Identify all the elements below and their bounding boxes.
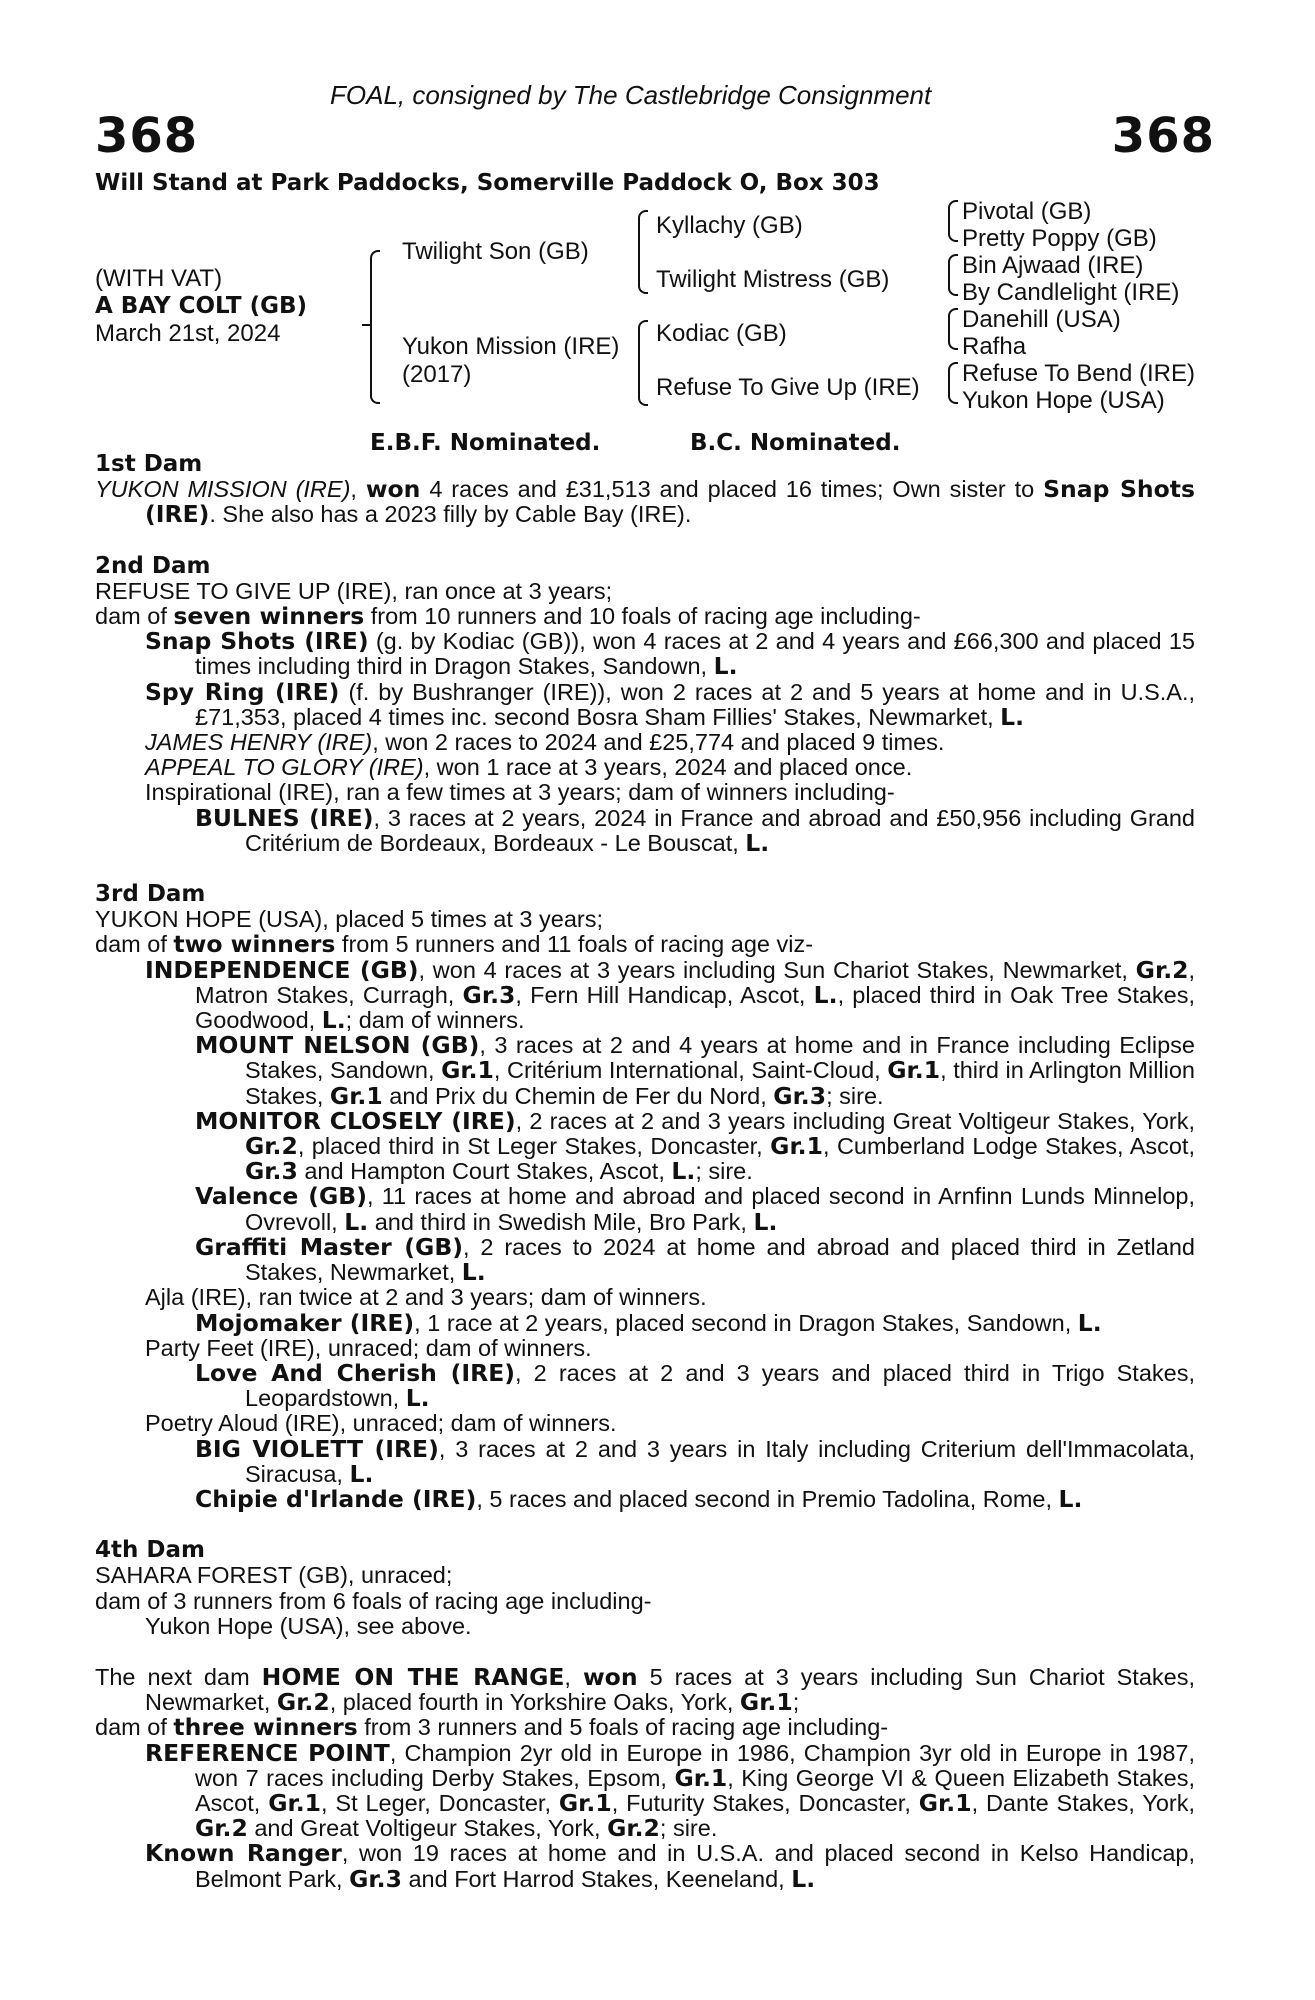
lot-number-left: 368: [95, 108, 199, 164]
ebf-nomination: E.B.F. Nominated.: [370, 430, 601, 456]
pedigree-brace-ss: [948, 200, 958, 242]
grade-badge: Gr.1: [887, 1056, 941, 1085]
foaling-date: March 21st, 2024: [95, 320, 281, 347]
progeny-name: REFERENCE POINT: [145, 1738, 390, 1767]
progeny-text: , won 2 races to 2024 and £25,774 and placed 9 times.: [372, 729, 945, 756]
progeny-text: ; sire.: [695, 1158, 753, 1185]
progeny-text: (g. by Kodiac (GB)), won 4 races at 2 and 4 years and £66,300 and placed 15 times including third in Dragon Stakes, Sandown,: [195, 628, 1196, 680]
progeny-name: INDEPENDENCE (GB): [145, 955, 419, 984]
progeny-text: (f. by Bushranger (IRE)), won 2 races at 2 and 5 years at home and in U.S.A., £71,353, placed 4 times inc. second Bosra Sham Fillies' Stakes, Newmarket,: [195, 678, 1196, 730]
grade-badge: L.: [349, 1459, 374, 1488]
progeny-snap-shots: [95, 629, 1195, 679]
grade-badge: Gr.2: [276, 1688, 330, 1717]
second-dam-produce: [95, 604, 1195, 629]
grade-badge: Gr.2: [1135, 955, 1189, 984]
progeny-text: , won 4 races at 3 years including Sun Chariot Stakes, Newmarket,: [418, 956, 1128, 983]
progeny-name: Known Ranger: [145, 1839, 342, 1868]
bc-nomination: B.C. Nominated.: [690, 430, 901, 456]
dam-of-post: from 5 runners and 11 foals of racing age viz-: [341, 931, 814, 958]
vat-note: (WITH VAT): [95, 265, 223, 292]
pedigree-brace-sire: [638, 210, 648, 294]
progeny-ajla: Ajla (IRE), ran twice at 2 and 3 years; dam of winners.: [145, 1284, 707, 1311]
progeny-text: , Matron Stakes, Curragh,: [195, 956, 1196, 1008]
consignment-line: FOAL, consigned by The Castlebridge Consignment: [330, 80, 932, 110]
progeny-name: Graffiti Master (GB): [195, 1232, 463, 1261]
horse-name: A BAY COLT (GB): [95, 293, 308, 319]
stand-location: Will Stand at Park Paddocks, Somerville Paddock O, Box 303: [95, 170, 880, 196]
grade-badge: Gr.3: [773, 1081, 827, 1110]
progeny-bulnes: [95, 803, 1196, 857]
pedigree-brace-ds: [948, 308, 958, 350]
winners-count: three winners: [173, 1713, 358, 1742]
progeny-text: , won 19 races at home and in U.S.A. and placed second in Kelso Handicap, Belmont Park,: [195, 1840, 1195, 1892]
grade-badge: L.: [671, 1157, 696, 1186]
grade-badge: Gr.1: [441, 1056, 494, 1085]
progeny-text: , won 1 race at 3 years, 2024 and placed once.: [423, 754, 913, 781]
grade-badge: Gr.1: [268, 1788, 321, 1817]
progeny-name: MOUNT NELSON (GB): [195, 1031, 480, 1060]
sdd: By Candlelight (IRE): [962, 279, 1180, 306]
grade-badge: Gr.1: [674, 1763, 728, 1792]
progeny-text: , 2 races at 2 and 3 years and placed third in Trigo Stakes, Leopardstown,: [245, 1359, 1195, 1412]
grade-badge: L.: [745, 828, 770, 857]
grade-badge: L.: [321, 1006, 346, 1035]
grade-badge: L.: [753, 1207, 778, 1236]
dam-of: dam of: [95, 603, 167, 630]
dam-of-post: from 10 runners and 10 foals of racing age including-: [370, 603, 921, 630]
progeny-text: , Champion 2yr old in Europe in 1986, Champion 3yr old in Europe in 1987, won 7 races including Derby Stakes, Epsom,: [195, 1739, 1195, 1791]
progeny-text: and Hampton Court Stakes, Ascot,: [304, 1158, 665, 1185]
progeny-text: and Fort Harrod Stakes, Keeneland,: [408, 1865, 785, 1892]
sss: Pivotal (GB): [962, 198, 1092, 225]
grade-badge: L.: [1077, 1308, 1102, 1337]
next-dam-text: , placed fourth in Yorkshire Oaks, York,: [329, 1689, 734, 1716]
progeny-text: and third in Swedish Mile, Bro Park,: [374, 1208, 747, 1235]
progeny-name: Chipie d'Irlande (IRE): [195, 1484, 477, 1513]
dds: Refuse To Bend (IRE): [962, 360, 1196, 387]
progeny-text: , 3 races at 2 years, 2024 in France and abroad and £50,956 including Grand Critérium de Bordeaux, Bordeaux - Le Bouscat,: [245, 804, 1196, 856]
progeny-name: Mojomaker (IRE): [195, 1308, 415, 1337]
progeny-party-feet: Party Feet (IRE), unraced; dam of winners.: [145, 1334, 592, 1361]
grade-badge: L.: [1000, 702, 1025, 731]
progeny-text: , 11 races at home and abroad and placed second in Arnfinn Lunds Minnelop, Ovrevoll,: [245, 1183, 1195, 1235]
grade-badge: L.: [405, 1384, 430, 1413]
won-label: won: [582, 1662, 638, 1691]
progeny-text: , placed third in St Leger Stakes, Doncaster,: [297, 1133, 763, 1160]
grade-badge: L.: [713, 652, 738, 681]
progeny-reference-point: [95, 1738, 1196, 1843]
progeny-chipie: [95, 1484, 1195, 1513]
next-dam-produce: [95, 1715, 1195, 1740]
fourth-dam-line3: Yukon Hope (USA), see above.: [145, 1612, 472, 1639]
dam-of-post: from 3 runners and 5 foals of racing age including-: [364, 1714, 889, 1741]
dam: Yukon Mission (IRE): [402, 333, 620, 360]
pedigree-brace-point: [362, 324, 372, 326]
progeny-james-henry: [95, 730, 1195, 755]
grade-badge: Gr.1: [558, 1788, 612, 1817]
won-label: won: [365, 475, 421, 504]
progeny-text: , placed third in Oak Tree Stakes, Goodwood,: [195, 981, 1196, 1034]
progeny-text: , Critérium International, Saint-Cloud,: [493, 1057, 881, 1084]
progeny-name: Love And Cherish (IRE): [195, 1358, 516, 1387]
grade-badge: Gr.1: [770, 1132, 823, 1161]
progeny-name: Valence (GB): [195, 1182, 367, 1211]
progeny-mount-nelson: [95, 1033, 1195, 1109]
next-dam-text: 5 races at 3 years including Sun Chariot Stakes, Newmarket,: [145, 1663, 1196, 1716]
first-dam-text2: . She also has a 2023 filly by Cable Bay (IRE).: [209, 501, 692, 528]
progeny-text: , third in Arlington Million Stakes,: [245, 1057, 1195, 1109]
dss: Danehill (USA): [962, 306, 1121, 333]
grade-badge: L.: [344, 1207, 369, 1236]
grade-badge: Gr.3: [349, 1864, 402, 1893]
winners-count: seven winners: [173, 602, 365, 631]
progeny-name: BULNES (IRE): [195, 803, 374, 832]
progeny-known-ranger: [95, 1841, 1195, 1891]
third-dam-produce: [95, 932, 1195, 957]
progeny-text: , King George VI & Queen Elizabeth Stakes, Ascot,: [195, 1764, 1195, 1816]
progeny-name: MONITOR CLOSELY (IRE): [195, 1106, 516, 1135]
progeny-text: , 2 races at 2 and 3 years including Great Voltigeur Stakes, York,: [515, 1107, 1195, 1134]
progeny-independence: [95, 955, 1196, 1035]
second-dam-heading: 2nd Dam: [95, 552, 211, 579]
progeny-text: , Cumberland Lodge Stakes, Ascot,: [822, 1133, 1195, 1160]
progeny-text: and Prix du Chemin de Fer du Nord,: [389, 1082, 767, 1109]
progeny-name: JAMES HENRY (IRE): [145, 729, 373, 756]
grade-badge: L.: [813, 980, 838, 1009]
fourth-dam-heading: 4th Dam: [95, 1537, 205, 1564]
sire-dam: Twilight Mistress (GB): [656, 266, 890, 293]
progeny-text: , Fern Hill Handicap, Ascot,: [515, 981, 806, 1008]
progeny-name: Spy Ring (IRE): [145, 677, 340, 706]
sds: Bin Ajwaad (IRE): [962, 252, 1144, 279]
dam-of: dam of: [95, 1714, 167, 1741]
next-dam-text: ;: [792, 1689, 800, 1716]
next-dam-entry: The next dam HOME ON THE RANGE, won 5 races at 3 years including Sun Chariot Stakes, Newmarket, Gr.2, placed fourth in Yorkshire Oaks, York, Gr.1;: [95, 1662, 1196, 1717]
ddd: Yukon Hope (USA): [962, 387, 1165, 414]
progeny-graffiti-master: [95, 1232, 1195, 1287]
spacer: [95, 1639, 1195, 1665]
dsd: Rafha: [962, 333, 1027, 360]
dam-of: dam of: [95, 931, 167, 958]
progeny-text: , 1 race at 2 years, placed second in Dragon Stakes, Sandown,: [414, 1309, 1072, 1336]
sire-sire: Kyllachy (GB): [656, 212, 803, 239]
third-dam-heading: 3rd Dam: [95, 881, 206, 908]
progeny-valence: [95, 1184, 1195, 1234]
grade-badge: L.: [461, 1258, 486, 1287]
progeny-name: APPEAL TO GLORY (IRE): [145, 754, 424, 781]
progeny-text: ; sire.: [826, 1082, 884, 1109]
progeny-text: , 3 races at 2 and 4 years at home and in France including Eclipse Stakes, Sandown,: [245, 1032, 1195, 1084]
progeny-mojomaker: [95, 1308, 1195, 1337]
progeny-text: , Futurity Stakes, Doncaster,: [611, 1789, 911, 1816]
progeny-text: , Dante Stakes, York,: [971, 1789, 1196, 1816]
winners-count: two winners: [173, 930, 336, 959]
progeny-poetry-aloud: Poetry Aloud (IRE), unraced; dam of winners.: [145, 1410, 617, 1437]
progeny-inspirational: Inspirational (IRE), ran a few times at 3 years; dam of winners including-: [145, 779, 895, 806]
grade-badge: Gr.2: [607, 1814, 660, 1843]
grade-badge: Gr.2: [245, 1132, 298, 1161]
dam-sire: Kodiac (GB): [656, 320, 787, 347]
progeny-name: Snap Shots (IRE): [145, 627, 369, 656]
grade-badge: Gr.1: [739, 1688, 793, 1717]
progeny-text: and Great Voltigeur Stakes, York,: [254, 1815, 601, 1842]
dam-year: (2017): [402, 361, 472, 388]
progeny-appeal-to-glory: [95, 755, 1195, 780]
third-dam-line1: YUKON HOPE (USA), placed 5 times at 3 years;: [95, 906, 604, 933]
pedigree-brace-dd: [948, 362, 958, 404]
first-dam-name: YUKON MISSION (IRE): [95, 476, 351, 503]
fourth-dam-line2: dam of 3 runners from 6 foals of racing age including-: [95, 1587, 652, 1614]
progeny-text: , 5 races and placed second in Premio Tadolina, Rome,: [476, 1485, 1052, 1512]
sister-name: Snap Shots (IRE): [145, 475, 1195, 529]
first-dam-heading: 1st Dam: [95, 451, 203, 477]
progeny-monitor-closely: [95, 1106, 1195, 1186]
pedigree-body: [95, 452, 1195, 1892]
progeny-love-and-cherish: [95, 1358, 1195, 1413]
progeny-text: ; dam of winners.: [345, 1007, 525, 1034]
progeny-text: , St Leger, Doncaster,: [321, 1789, 551, 1816]
grade-badge: L.: [1058, 1484, 1083, 1513]
next-dam-name: HOME ON THE RANGE: [261, 1662, 565, 1691]
first-dam-entry: YUKON MISSION (IRE), won 4 races and £31,513 and placed 16 times; Own sister to Snap Shots (IRE). She also has a 2023 filly by Cable Bay (IRE).: [95, 475, 1195, 529]
progeny-name: BIG VIOLETT (IRE): [195, 1434, 439, 1463]
grade-badge: Gr.1: [918, 1788, 972, 1817]
dam-dam: Refuse To Give Up (IRE): [656, 374, 920, 401]
progeny-text: , 3 races at 2 and 3 years in Italy including Criterium dell'Immacolata, Siracusa,: [245, 1435, 1195, 1487]
grade-badge: L.: [791, 1864, 816, 1893]
progeny-spy-ring: [95, 677, 1196, 731]
pedigree-brace-sd: [948, 254, 958, 296]
pedigree-brace-dam: [638, 320, 648, 406]
fourth-dam-line1: SAHARA FOREST (GB), unraced;: [95, 1562, 453, 1589]
second-dam-line1: REFUSE TO GIVE UP (IRE), ran once at 3 years;: [95, 577, 613, 604]
lot-number-right: 368: [1111, 108, 1215, 164]
grade-badge: Gr.3: [462, 980, 516, 1009]
grade-badge: Gr.1: [329, 1081, 383, 1110]
progeny-text: , 2 races to 2024 at home and abroad and placed third in Zetland Stakes, Newmarket,: [245, 1233, 1195, 1286]
first-dam-text: 4 races and £31,513 and placed 16 times; Own sister to: [429, 476, 1035, 503]
next-dam-pre: The next dam: [95, 1663, 250, 1690]
grade-badge: Gr.2: [195, 1814, 248, 1843]
progeny-text: ; sire.: [659, 1815, 718, 1842]
pedigree-brace-main: [370, 250, 380, 404]
progeny-big-violett: [95, 1434, 1195, 1488]
ssd: Pretty Poppy (GB): [962, 225, 1157, 252]
sire: Twilight Son (GB): [402, 238, 589, 265]
grade-badge: Gr.3: [245, 1157, 298, 1186]
